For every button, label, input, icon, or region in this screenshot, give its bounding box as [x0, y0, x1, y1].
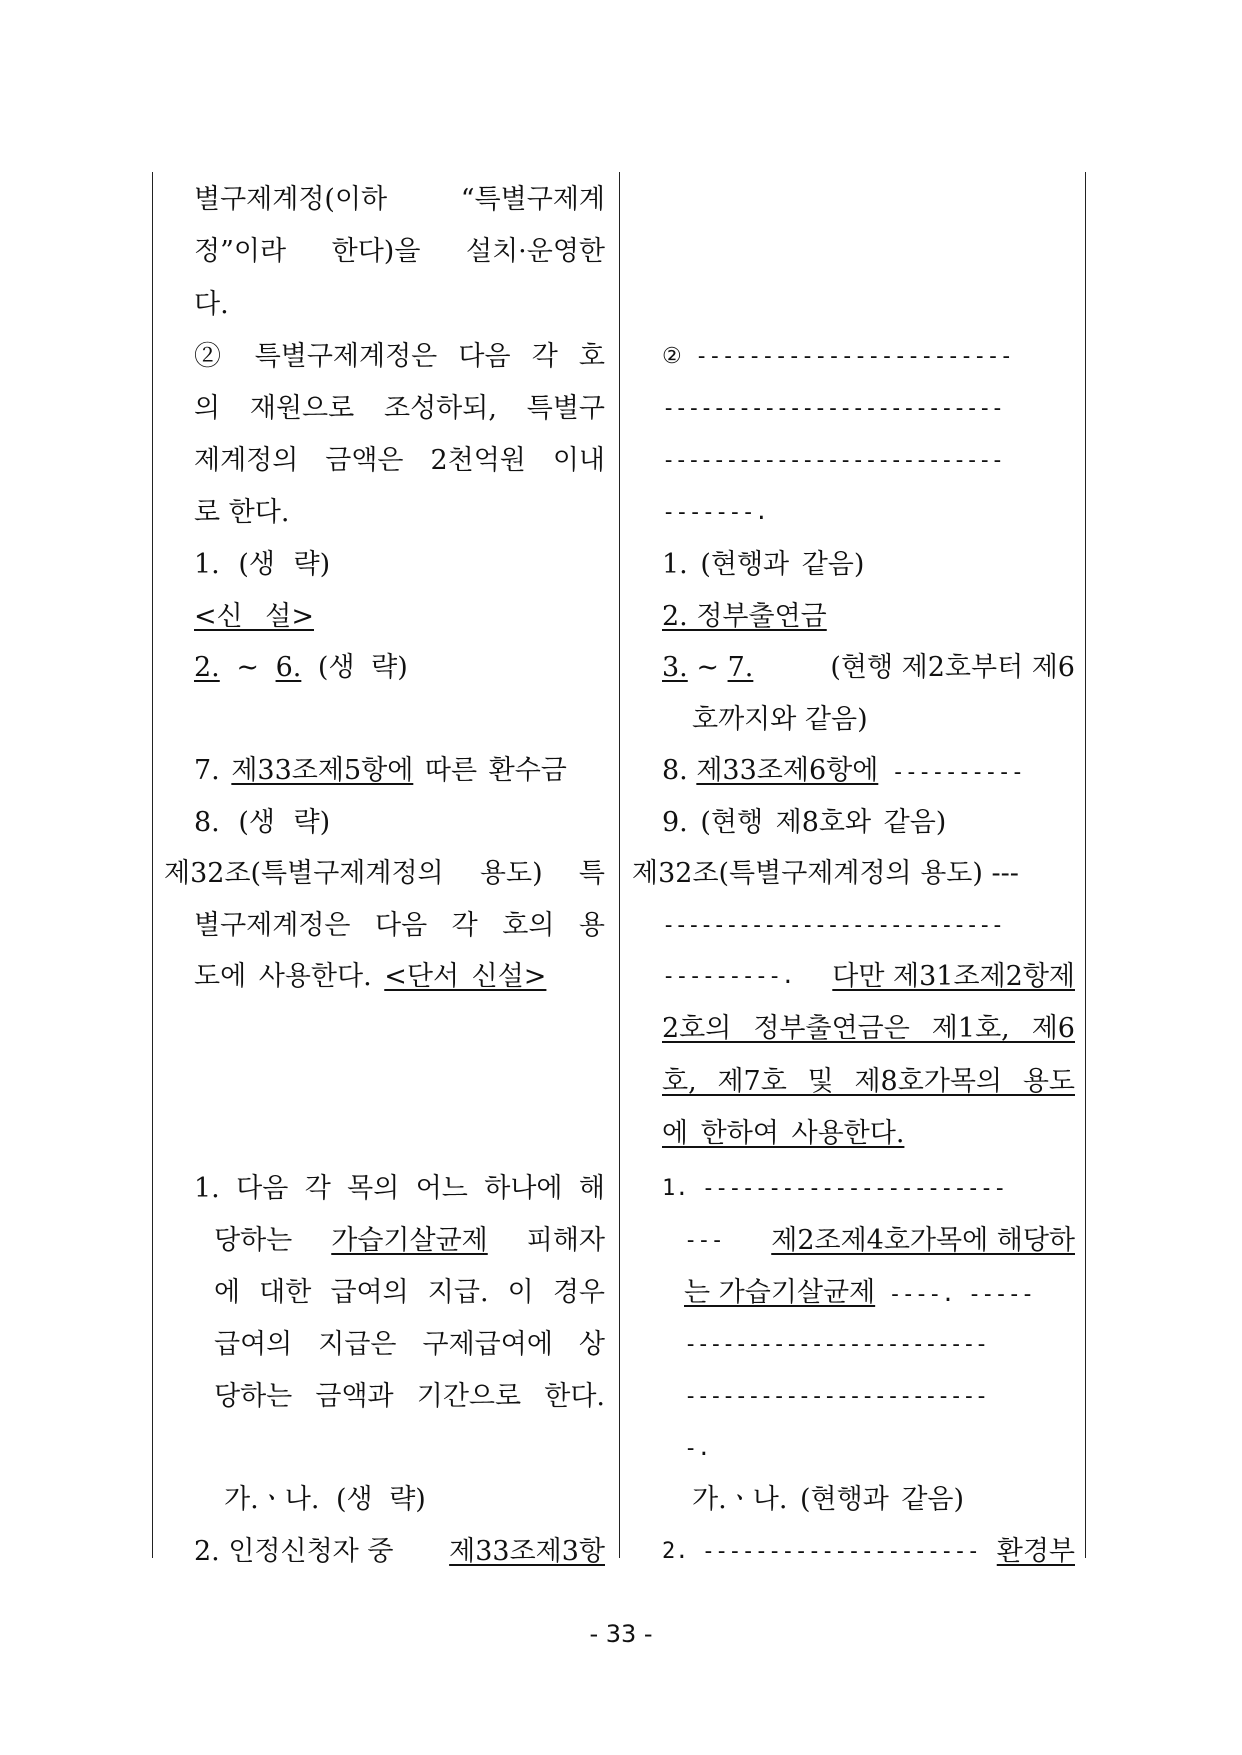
- text-line: 다.: [194, 289, 229, 320]
- text-line: [662, 651, 1075, 685]
- new-proviso-text: 호, 제7호 및 제8호가목의 용도: [662, 1066, 1075, 1097]
- text-line: 정”이라 한다)을 설치·운영한: [194, 236, 605, 267]
- omitted-note: (생 략): [301, 652, 408, 683]
- item-number: 3.: [662, 652, 688, 683]
- text-line: 1. (현행과 같음): [662, 549, 865, 580]
- text-line: [662, 960, 1075, 994]
- text-line: [662, 1535, 1075, 1569]
- amended-term: 가습기살균제: [331, 1225, 488, 1256]
- article-heading: 제32조(특별구제계정의 용도) 특: [164, 858, 605, 889]
- item-number: 7.: [194, 755, 232, 786]
- amended-reference: 제33조제6항에: [696, 755, 879, 786]
- text-line: 의 재원으로 조성하되, 특별구: [194, 393, 605, 424]
- text-line: 1. (생 략): [194, 549, 331, 580]
- text-line: [194, 651, 408, 685]
- dash-filler: 2. ---------------------: [662, 1539, 980, 1564]
- text-line: -------.: [662, 500, 768, 525]
- item-number: 2.: [194, 652, 220, 683]
- new-proviso-text: 에 한하여 사용한다.: [662, 1118, 905, 1149]
- text-line: [684, 1276, 1034, 1310]
- range-sign: ~: [687, 652, 728, 683]
- page-number: - 33 -: [589, 1620, 653, 1648]
- amended-term: 환경부: [996, 1536, 1075, 1567]
- new-proviso-marker: <단서 신설>: [384, 961, 547, 992]
- table-column-divider: [619, 172, 620, 1558]
- table-right-border: [1085, 172, 1086, 1558]
- amended-reference: 제33조제3항: [449, 1536, 605, 1567]
- item-text: 당하는: [214, 1225, 293, 1256]
- text-line: 급여의 지급은 구제급여에 상: [214, 1329, 605, 1360]
- text-line: [194, 960, 546, 994]
- item-text: 도에 사용한다.: [194, 961, 385, 992]
- amended-term: 는 가습기살균제: [684, 1277, 876, 1308]
- text-line: ------------------------: [684, 1332, 988, 1357]
- text-line: ② ------------------------: [662, 344, 1013, 369]
- item-number: 7.: [727, 652, 754, 683]
- text-line: [194, 754, 567, 788]
- text-line: ---------------------------: [662, 396, 1004, 421]
- item-text: 피해자: [526, 1225, 605, 1256]
- text-line: 가.ㆍ나. (생 략): [224, 1484, 426, 1515]
- text-line: 8. (생 략): [194, 807, 331, 838]
- text-line: [662, 754, 1024, 788]
- amended-reference: 제2조제4호가목에 해당하: [771, 1225, 1075, 1256]
- comparison-table: [152, 172, 1086, 1567]
- item-number: 8.: [662, 755, 697, 786]
- text-line: 당하는 금액과 기간으로 한다.: [214, 1381, 605, 1412]
- text-line: 9. (현행 제8호와 같음): [662, 807, 947, 838]
- dash-filler: ----. -----: [875, 1282, 1035, 1307]
- item-text: 2. 인정신청자 중: [194, 1536, 394, 1567]
- item-text: 따른 환수금: [413, 755, 567, 786]
- text-line: -.: [684, 1436, 711, 1461]
- text-line: [684, 1224, 1075, 1258]
- new-proviso-text: 2호의 정부출연금은 제1호, 제6: [662, 1013, 1075, 1044]
- text-line: 별구제계정(이하 “특별구제계: [194, 184, 605, 215]
- text-line: ---------------------------: [662, 448, 1004, 473]
- table-left-border: [152, 172, 153, 1558]
- item-number: 6.: [275, 652, 302, 683]
- amended-range: [662, 651, 753, 685]
- text-line: 1. 다음 각 목의 어느 하나에 해: [194, 1173, 605, 1204]
- text-line: 1. -----------------------: [662, 1176, 1007, 1201]
- range-sign: ~: [219, 652, 276, 683]
- text-line: 에 대한 급여의 지급. 이 경우: [214, 1277, 605, 1308]
- new-proviso-text: 다만 제31조제2항제: [832, 961, 1075, 992]
- text-line: 제계정의 금액은 2천억원 이내: [194, 445, 605, 476]
- text-line: [194, 1535, 605, 1569]
- text-line: [214, 1224, 605, 1258]
- new-provision-marker: <신 설>: [194, 601, 314, 632]
- text-line: 가.ㆍ나. (현행과 같음): [692, 1484, 965, 1515]
- text-line: 별구제계정은 다음 각 호의 용: [194, 910, 605, 941]
- text-line: 호까지와 같음): [692, 704, 868, 735]
- text-line: ------------------------: [684, 1384, 988, 1409]
- text-line: ② 특별구제계정은 다음 각 호: [194, 341, 605, 372]
- text-line: ---------------------------: [662, 913, 1004, 938]
- dash-filler: ---------.: [662, 964, 795, 989]
- item-text: (현행 제2호부터 제6: [830, 652, 1075, 683]
- new-provision-text: 2. 정부출연금: [662, 601, 827, 632]
- text-line: 로 한다.: [194, 497, 290, 528]
- dash-filler: ---: [684, 1228, 724, 1253]
- amended-reference: 제33조제5항에: [231, 755, 414, 786]
- dash-filler: ----------: [878, 760, 1024, 785]
- article-heading: 제32조(특별구제계정의 용도) ---: [632, 858, 1019, 889]
